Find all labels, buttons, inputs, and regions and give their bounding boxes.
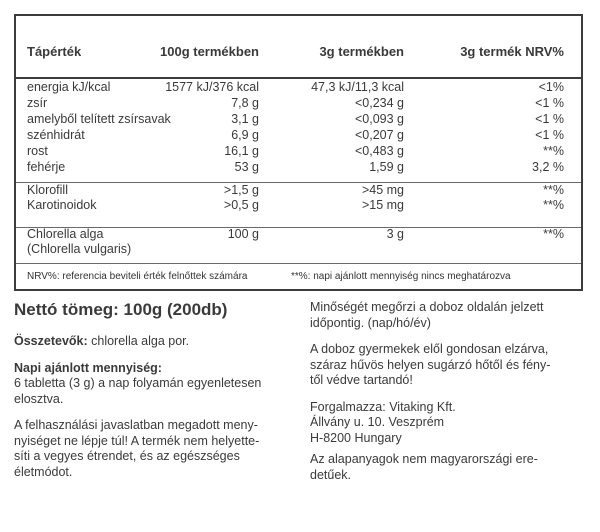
table-cell-per3: >15 mg — [361, 198, 404, 212]
warning-line3: síti a vegyes étrendet, és az egészséges — [14, 449, 240, 463]
storage-line1: A doboz gyermekek elől gondosan elzárva, — [310, 342, 549, 356]
dose-label: Napi ajánlott mennyiség: — [14, 360, 162, 375]
warning-line2: nyiséget ne lépje túl! A termék nem helyette- — [14, 433, 260, 448]
distributor-line1: Forgalmazza: Vitaking Kft. — [310, 399, 456, 414]
table-cell-per100: 53 g — [234, 160, 259, 174]
footnote-divider — [16, 263, 581, 264]
product-info-right — [310, 300, 586, 483]
table-cell-name: Karotinoidok — [27, 198, 97, 212]
table-cell-nrv: **% — [543, 183, 564, 197]
table-cell-per3: <0,207 g — [354, 128, 404, 142]
distributor-line2: Állvány u. 10. Veszprém — [310, 415, 445, 429]
table-cell-per100: 1577 kJ/376 kcal — [165, 80, 259, 94]
table-cell-per3: >45 mg — [361, 183, 404, 197]
table-cell-nrv: <1 % — [535, 112, 564, 126]
alga-per100: 100 g — [227, 227, 259, 241]
table-cell-nrv: <1 % — [535, 96, 564, 110]
header-per3: 3g termékben — [319, 44, 404, 59]
storage-line3: től védve tartandó! — [310, 373, 413, 387]
table-cell-nrv: **% — [543, 198, 564, 212]
dose-line1: 6 tabletta (3 g) a nap folyamán egyenletesen — [14, 376, 262, 390]
alga-name-line2: (Chlorella vulgaris) — [27, 242, 132, 256]
alga-name-line1: Chlorella alga — [27, 227, 104, 241]
distributor-line3: H-8200 Hungary — [310, 430, 402, 445]
quality-line1: Minőségét megőrzi a doboz oldalán jelzett — [310, 300, 544, 314]
table-cell-per3: 47,3 kJ/11,3 kcal — [311, 80, 404, 94]
quality-line2: időpontig. (nap/hó/év) — [310, 315, 431, 330]
net-weight: Nettó tömeg: 100g (200db) — [14, 300, 228, 319]
header-nutrient: Tápérték — [27, 44, 82, 59]
header-nrv: 3g termék NRV% — [460, 44, 564, 59]
table-cell-per100: >1,5 g — [223, 183, 259, 197]
table-cell-nrv: <1 % — [535, 128, 564, 142]
table-cell-name: amelyből telített zsírsavak — [27, 112, 171, 126]
table-cell-per3: 1,59 g — [369, 160, 404, 174]
table-cell-name: energia kJ/kcal — [27, 80, 111, 94]
warning-line1: A felhasználási javaslatban megadott meny- — [14, 418, 258, 432]
footnote-undefined: **%: napi ajánlott mennyiség nincs meghatározva — [291, 271, 511, 282]
row-divider — [16, 182, 581, 183]
storage-line2: száraz hűvös helyen sugárzó hőtől és fény- — [310, 357, 551, 372]
dose-line2: elosztva. — [14, 391, 64, 406]
table-cell-per3: <0,093 g — [354, 112, 404, 126]
origin-line2: detűek. — [310, 467, 352, 482]
table-cell-name: szénhidrát — [27, 128, 85, 142]
table-cell-per100: 16,1 g — [224, 144, 259, 158]
alga-nrv: **% — [543, 227, 564, 241]
nutrition-table — [14, 14, 583, 291]
product-info-left — [14, 300, 290, 480]
table-cell-name: rost — [27, 144, 48, 158]
table-cell-nrv: <1% — [538, 80, 564, 94]
table-cell-name: zsír — [27, 96, 48, 110]
table-cell-per3: <0,234 g — [354, 96, 404, 110]
header-per100: 100g termékben — [160, 44, 259, 59]
footnote-nrv: NRV%: referencia beviteli érték felnőttek számára — [27, 271, 248, 282]
table-cell-nrv: 3,2 % — [532, 160, 564, 174]
table-cell-per100: 7,8 g — [231, 96, 259, 110]
table-cell-per100: >0,5 g — [223, 198, 259, 212]
table-cell-name: fehérje — [27, 160, 66, 174]
table-cell-per100: 6,9 g — [231, 128, 259, 142]
warning-line4: életmódot. — [14, 464, 73, 479]
header-divider — [16, 77, 581, 79]
origin-line1: Az alapanyagok nem magyarországi ere- — [310, 452, 538, 466]
ingredients-label: Összetevők: — [14, 334, 88, 348]
alga-per3: 3 g — [386, 227, 404, 241]
table-cell-nrv: **% — [543, 144, 564, 158]
table-cell-name: Klorofill — [27, 183, 68, 197]
table-cell-per3: <0,483 g — [354, 144, 404, 158]
ingredients — [14, 334, 290, 350]
table-cell-per100: 3,1 g — [231, 112, 259, 126]
ingredients-value: chlorella alga por. — [87, 334, 190, 348]
